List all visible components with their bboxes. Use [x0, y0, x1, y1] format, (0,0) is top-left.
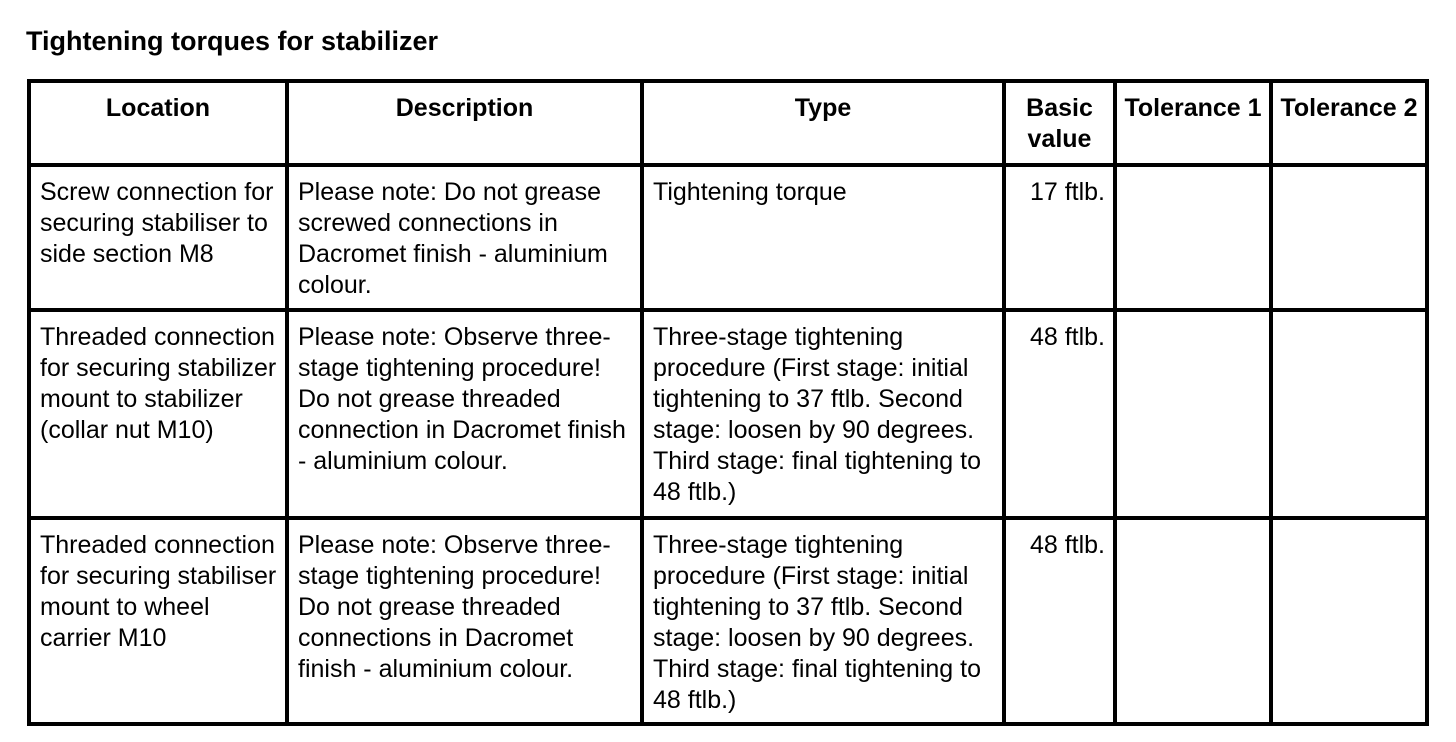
tolerance-2-cell: [1271, 310, 1427, 518]
location-cell: Threaded connection for securing stabiliser mount to wheel carrier M10: [29, 518, 287, 724]
type-cell: Three-stage tightening procedure (First stage: initial tightening to 37 ftlb. Second stage: loosen by 90 degrees. Third stage: final tightening to 48 ftlb.): [642, 310, 1004, 518]
description-cell: Please note: Observe three-stage tightening procedure! Do not grease threaded connection in Dacromet finish - aluminium colour.: [287, 310, 642, 518]
tolerance-2-cell: [1271, 165, 1427, 310]
header-tolerance-2: Tolerance 2: [1271, 81, 1427, 165]
table-body: [29, 165, 1427, 724]
tolerance-1-cell: [1115, 165, 1271, 310]
table-row: [29, 518, 1427, 724]
description-cell: Please note: Observe three-stage tightening procedure! Do not grease threaded connections in Dacromet finish - aluminium colour.: [287, 518, 642, 724]
basic-value-cell: 17 ftlb.: [1004, 165, 1115, 310]
header-location: Location: [29, 81, 287, 165]
type-cell: Three-stage tightening procedure (First stage: initial tightening to 37 ftlb. Second stage: loosen by 90 degrees. Third stage: final tightening to 48 ftlb.): [642, 518, 1004, 724]
type-cell: Tightening torque: [642, 165, 1004, 310]
torque-table: [27, 79, 1429, 726]
tolerance-1-cell: [1115, 310, 1271, 518]
table-row: [29, 165, 1427, 310]
page-title: Tightening torques for stabilizer: [26, 26, 439, 56]
tolerance-2-cell: [1271, 518, 1427, 724]
basic-value-cell: 48 ftlb.: [1004, 310, 1115, 518]
table-row: [29, 310, 1427, 518]
header-tolerance-1: Tolerance 1: [1115, 81, 1271, 165]
table-header: [29, 81, 1427, 165]
header-description: Description: [287, 81, 642, 165]
header-type: Type: [642, 81, 1004, 165]
basic-value-cell: 48 ftlb.: [1004, 518, 1115, 724]
header-basic-value: Basic value: [1004, 81, 1115, 165]
tolerance-1-cell: [1115, 518, 1271, 724]
description-cell: Please note: Do not grease screwed connections in Dacromet finish - aluminium colour.: [287, 165, 642, 310]
location-cell: Screw connection for securing stabiliser to side section M8: [29, 165, 287, 310]
header-row: [29, 81, 1427, 165]
location-cell: Threaded connection for securing stabilizer mount to stabilizer (collar nut M10): [29, 310, 287, 518]
